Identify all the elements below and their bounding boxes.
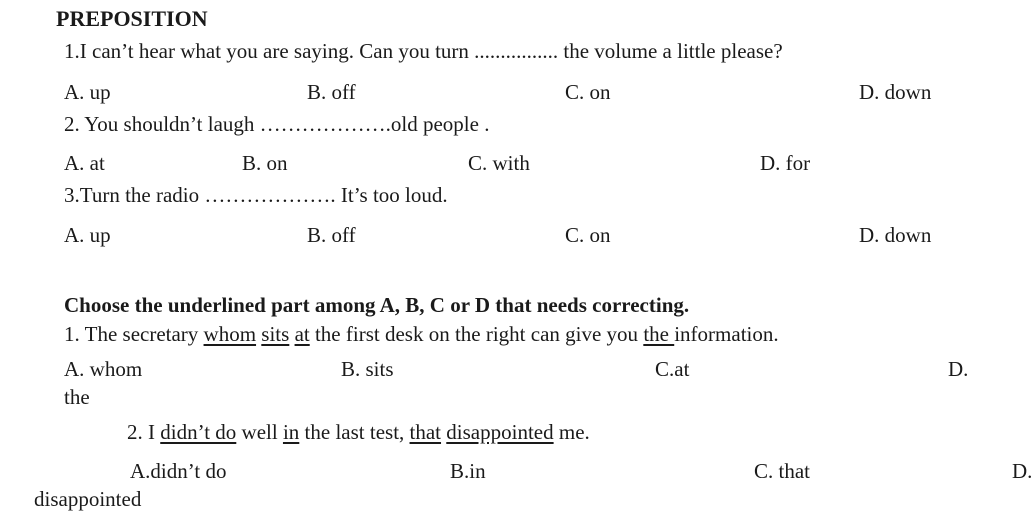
eq1-option-d[interactable]: D. [948, 357, 969, 381]
eq2-option-c[interactable]: C. that [754, 459, 810, 483]
q2-option-a[interactable]: A. at [64, 151, 105, 175]
question-1-text: 1.I can’t hear what you are saying. Can you turn ................ the volume a little please? [64, 39, 783, 63]
q1-option-b[interactable]: B. off [307, 80, 356, 104]
eq1-part-3: information. [674, 322, 779, 346]
error-question-2-text [127, 422, 590, 443]
eq2-option-a[interactable]: A.didn’t do [130, 459, 227, 483]
q2-option-c[interactable]: C. with [468, 151, 530, 175]
eq1-option-b[interactable]: B. sits [341, 357, 394, 381]
q1-option-c[interactable]: C. on [565, 80, 611, 104]
eq2-underlined-that: that [409, 420, 442, 444]
q3-option-a[interactable]: A. up [64, 223, 111, 247]
eq2-option-d[interactable]: D. [1012, 459, 1032, 483]
eq2-option-d-wrap: disappointed [34, 487, 142, 511]
eq1-underlined-sits: sits [261, 322, 290, 346]
section-heading: Choose the underlined part among A, B, C or D that needs correcting. [64, 293, 690, 317]
eq1-underlined-the: the [643, 322, 675, 346]
q1-option-d[interactable]: D. down [859, 80, 932, 104]
eq2-option-b[interactable]: B.in [450, 459, 486, 483]
eq1-option-d-wrap: the [64, 385, 90, 409]
error-question-1-text [64, 324, 779, 345]
question-2-text: 2. You shouldn’t laugh ……………….old people . [64, 112, 490, 136]
eq2-part-3: the last test, [299, 420, 410, 444]
eq2-part-4: me. [553, 420, 590, 444]
eq2-option-d-clip [1012, 459, 1032, 487]
q2-option-d[interactable]: D. for [760, 151, 811, 175]
eq2-part-1: 2. I [127, 420, 161, 444]
eq2-underlined-didnt-do: didn’t do [160, 420, 237, 444]
eq2-underlined-in: in [282, 420, 300, 444]
q2-option-b[interactable]: B. on [242, 151, 288, 175]
eq2-underlined-disappointed: disappointed [446, 420, 554, 444]
page-title: PREPOSITION [56, 6, 208, 31]
eq1-option-a[interactable]: A. whom [64, 357, 143, 381]
q3-option-c[interactable]: C. on [565, 223, 611, 247]
eq1-part-2: the first desk on the right can give you [309, 322, 644, 346]
q3-option-b[interactable]: B. off [307, 223, 356, 247]
eq2-part-2: well [236, 420, 283, 444]
question-3-text: 3.Turn the radio ………………. It’s too loud. [64, 183, 448, 207]
eq1-part-1: 1. The secretary [64, 322, 204, 346]
eq1-underlined-whom: whom [203, 322, 257, 346]
eq1-underlined-at: at [294, 322, 310, 346]
q3-option-d[interactable]: D. down [859, 223, 932, 247]
q1-option-a[interactable]: A. up [64, 80, 111, 104]
eq1-option-c[interactable]: C.at [655, 357, 690, 381]
